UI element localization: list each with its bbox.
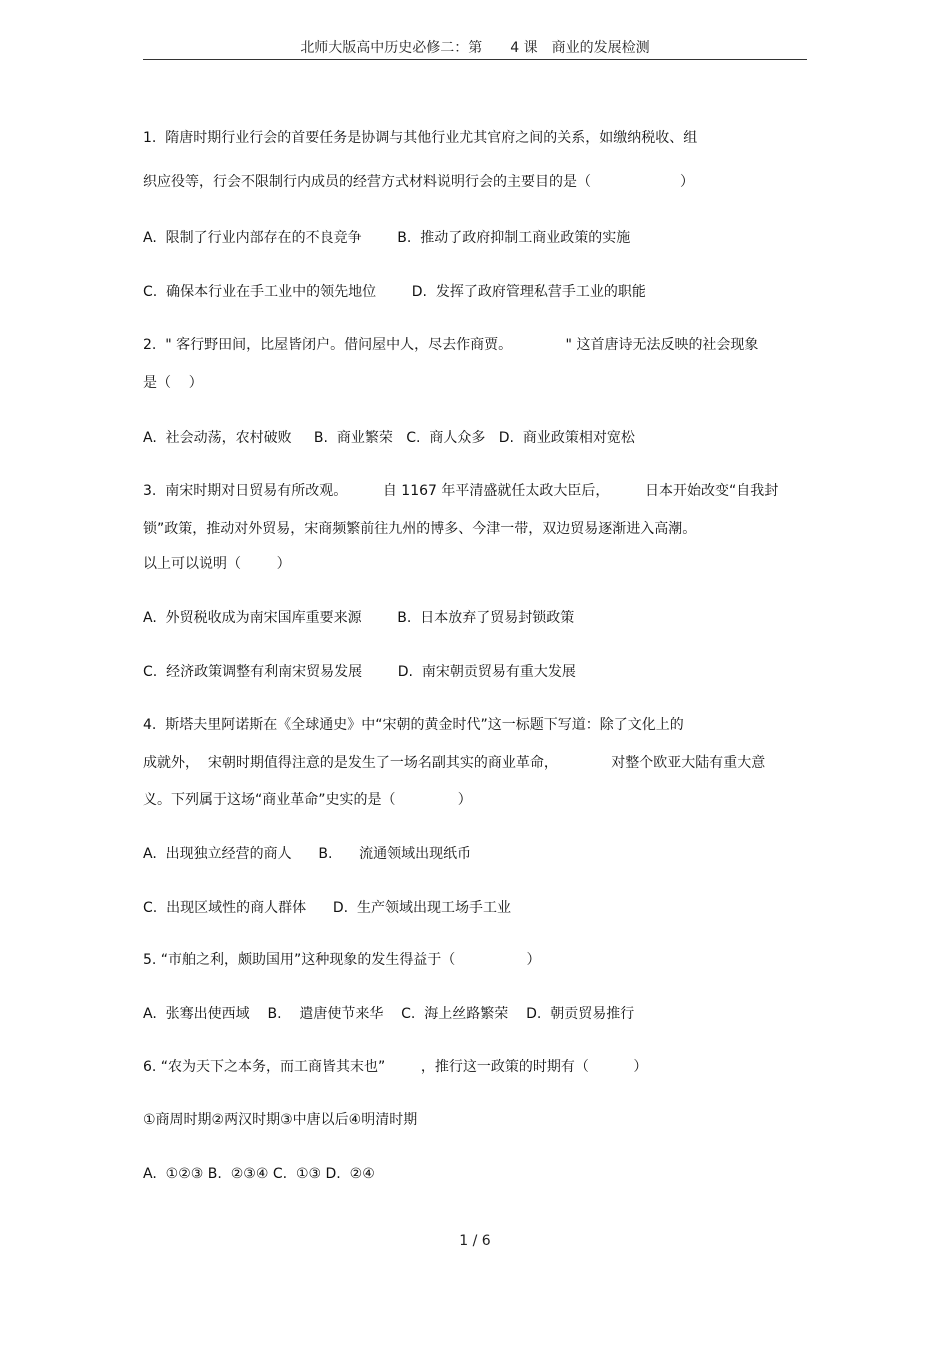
header-rule xyxy=(143,59,807,60)
q1-options-ab: A. 限制了行业内部存在的不良竞争 B. 推动了政府抑制工商业政策的实施 xyxy=(143,230,631,246)
q3-stem-line2: 锁”政策，推动对外贸易，宋商频繁前往九州的博多、今津一带，双边贸易逐渐进入高潮。 xyxy=(143,521,697,537)
q6-options: A. ①②③ B. ②③④ C. ①③ D. ②④ xyxy=(143,1166,375,1182)
q1-options-cd: C. 确保本行业在手工业中的领先地位 D. 发挥了政府管理私营手工业的职能 xyxy=(143,284,646,300)
q4-stem-line3: 义。下列属于这场“商业革命”史实的是（ ） xyxy=(143,792,472,808)
q2-stem-line1: 2. " 客行野田间，比屋皆闭户。借问屋中人，尽去作商贾。 " 这首唐诗无法反映的社会现象 xyxy=(143,337,759,353)
q2-options: A. 社会动荡，农村破败 B. 商业繁荣 C. 商人众多 D. 商业政策相对宽松 xyxy=(143,430,635,446)
q3-options-cd: C. 经济政策调整有利南宋贸易发展 D. 南宋朝贡贸易有重大发展 xyxy=(143,664,576,680)
header-title: 北师大版高中历史必修二：第 4 课 商业的发展检测 xyxy=(300,40,650,56)
q5-stem: 5. “市舶之利，颇助国用”这种现象的发生得益于（ ） xyxy=(143,952,541,968)
q4-options-cd: C. 出现区域性的商人群体 D. 生产领域出现工场手工业 xyxy=(143,900,511,916)
q1-stem-line1: 1. 隋唐时期行业行会的首要任务是协调与其他行业尤其官府之间的关系，如缴纳税收、组 xyxy=(143,130,698,146)
q6-items: ①商周时期②两汉时期③中唐以后④明清时期 xyxy=(143,1112,418,1128)
q4-stem-line1: 4. 斯塔夫里阿诺斯在《全球通史》中“宋朝的黄金时代”这一标题下写道：除了文化上的 xyxy=(143,717,684,733)
q5-options: A. 张骞出使西域 B. 遣唐使节来华 C. 海上丝路繁荣 D. 朝贡贸易推行 xyxy=(143,1006,635,1022)
q3-options-ab: A. 外贸税收成为南宋国库重要来源 B. 日本放弃了贸易封锁政策 xyxy=(143,610,575,626)
q2-stem-line2: 是（ ） xyxy=(143,375,203,391)
q4-options-ab: A. 出现独立经营的商人 B. 流通领域出现纸币 xyxy=(143,846,472,862)
q1-stem-line2: 织应役等，行会不限制行内成员的经营方式材料说明行会的主要目的是（ ） xyxy=(143,174,695,190)
q3-stem-line1: 3. 南宋时期对日贸易有所改观。 自 1167 年平清盛就任太政大臣后， 日本开始改变“自我封 xyxy=(143,483,779,499)
q6-stem: 6. “农为天下之本务，而工商皆其末也” ，推行这一政策的时期有（ ） xyxy=(143,1059,648,1075)
page-number: 1 / 6 xyxy=(459,1233,491,1249)
q4-stem-line2: 成就外， 宋朝时期值得注意的是发生了一场名副其实的商业革命， 对整个欧亚大陆有重大意 xyxy=(143,755,766,771)
q3-stem-line3: 以上可以说明（ ） xyxy=(143,556,291,572)
